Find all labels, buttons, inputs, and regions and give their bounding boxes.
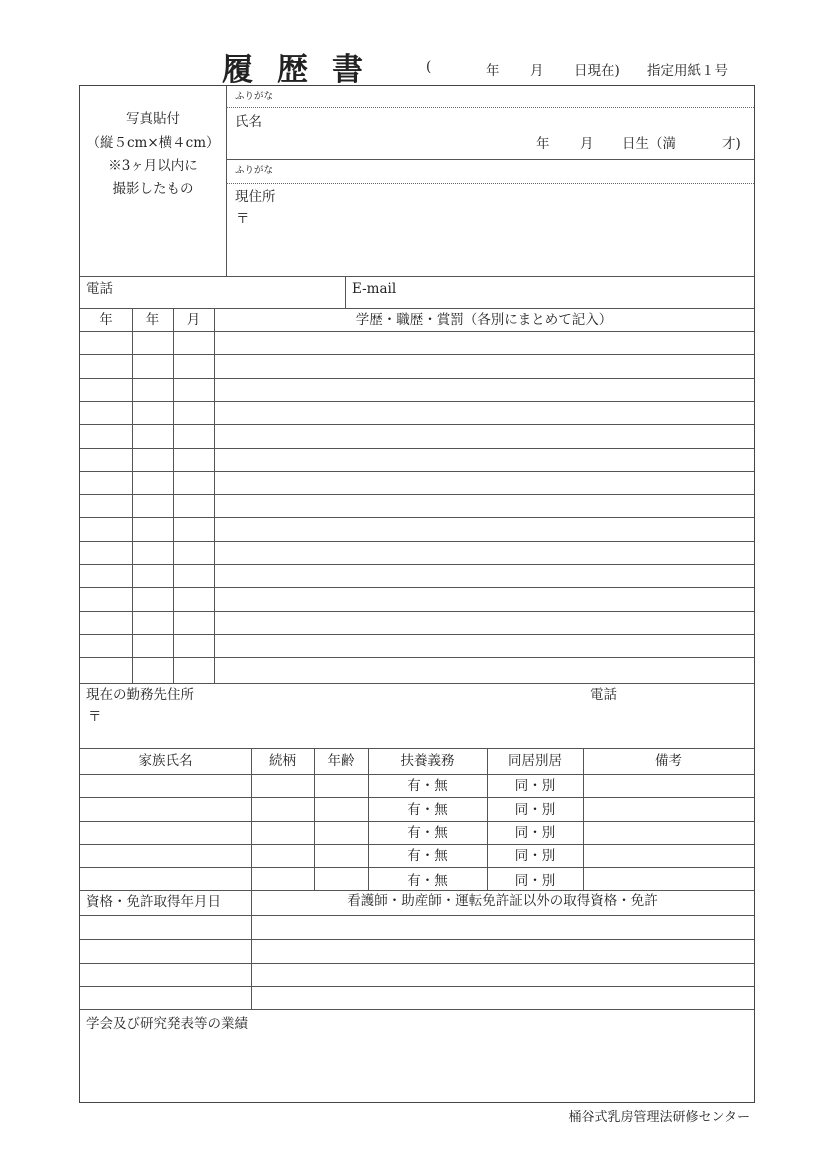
- history-row-line: [80, 587, 754, 588]
- name-furigana-label: ふりがな: [235, 91, 274, 102]
- history-row-line: [80, 634, 754, 635]
- family-header-living: 同居別居: [508, 753, 562, 769]
- family-row-4-support: 有・無: [407, 848, 448, 864]
- header-month: 月: [530, 63, 544, 79]
- photo-instruction-2: （縦５cm×横４cm）: [86, 135, 220, 151]
- history-row-line: [80, 401, 754, 402]
- header-year: 年: [486, 63, 500, 79]
- history-row-line: [80, 471, 754, 472]
- birth-month-label: 月: [580, 136, 594, 152]
- family-row-5-living: 同・別: [514, 873, 556, 889]
- family-header-relation: 続柄: [269, 753, 296, 769]
- age-unit-label: 才): [722, 136, 741, 152]
- family-row-2-support: 有・無: [407, 802, 448, 818]
- address-furigana-label: ふりがな: [235, 165, 274, 176]
- history-row-line: [80, 331, 754, 332]
- history-row-line: [80, 541, 754, 542]
- family-header-name: 家族氏名: [138, 753, 193, 769]
- qualification-date-label: 資格・免許取得年月日: [86, 894, 221, 910]
- history-col-description: 学歴・職歴・賞罰（各別にまとめて記入）: [355, 312, 613, 328]
- phone-label: 電話: [86, 281, 113, 297]
- name-furigana-line: [226, 107, 754, 108]
- birth-day-label: 日生（満: [622, 136, 676, 152]
- photo-instruction-4: 撮影したもの: [112, 181, 194, 197]
- header-as-of: 日現在): [574, 63, 620, 79]
- address-label: 現住所: [235, 189, 276, 205]
- family-row-1-living: 同・別: [514, 778, 556, 794]
- name-label: 氏名: [235, 114, 262, 130]
- work-phone-label: 電話: [590, 687, 617, 703]
- header-open-paren: (: [426, 59, 432, 75]
- page-title: 履歴書: [222, 52, 387, 88]
- photo-instruction-3: ※3ヶ月以内に: [108, 158, 198, 174]
- address-postal-mark: 〒: [236, 211, 250, 227]
- email-label: E-mail: [352, 281, 397, 297]
- history-row-line: [80, 611, 754, 612]
- history-row-line: [80, 517, 754, 518]
- history-row-line: [80, 448, 754, 449]
- qualification-desc-label: 看護師・助産師・運転免許証以外の取得資格・免許: [347, 893, 658, 909]
- history-col-month: 月: [186, 312, 201, 328]
- form-number: 指定用紙１号: [647, 63, 728, 79]
- work-postal-mark: 〒: [88, 709, 102, 725]
- family-row-1-support: 有・無: [407, 778, 448, 794]
- footer-organization: 桶谷式乳房管理法研修センター: [568, 1110, 750, 1125]
- history-row-line: [80, 378, 754, 379]
- family-row-2-living: 同・別: [514, 802, 556, 818]
- history-col-year1: 年: [99, 312, 113, 328]
- photo-instruction-1: 写真貼付: [126, 111, 180, 127]
- history-row-line: [80, 564, 754, 565]
- work-address-label: 現在の勤務先住所: [86, 687, 194, 703]
- family-row-5-support: 有・無: [407, 873, 448, 889]
- photo-divider: [226, 86, 227, 276]
- family-header-support: 扶養義務: [400, 753, 455, 769]
- family-header-remarks: 備考: [655, 753, 682, 769]
- birth-year-label: 年: [536, 136, 550, 152]
- address-furigana-line: [226, 183, 754, 184]
- family-header-age: 年齢: [327, 753, 355, 769]
- family-row-4-living: 同・別: [514, 848, 556, 864]
- history-row-line: [80, 354, 754, 355]
- history-row-line: [80, 494, 754, 495]
- family-row-3-living: 同・別: [514, 825, 556, 841]
- research-label: 学会及び研究発表等の業績: [86, 1016, 248, 1032]
- history-row-line: [80, 657, 754, 658]
- history-col-year2: 年: [145, 312, 160, 328]
- family-row-3-support: 有・無: [407, 825, 448, 841]
- history-row-line: [80, 424, 754, 425]
- resume-form: [79, 85, 755, 1103]
